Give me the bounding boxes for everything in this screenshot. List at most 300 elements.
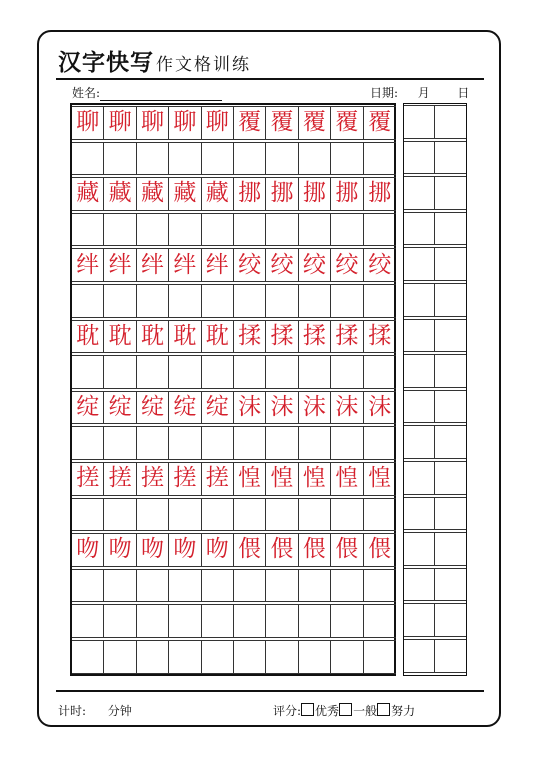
practice-character: 吻: [140, 536, 164, 563]
blank-cell[interactable]: [104, 426, 136, 460]
side-row: [404, 105, 466, 139]
blank-cell[interactable]: [234, 213, 266, 247]
blank-cell[interactable]: [299, 640, 331, 674]
score-checkbox-average[interactable]: [339, 703, 352, 716]
practice-character: 挪: [270, 180, 294, 207]
practice-cell: [266, 248, 298, 282]
practice-cell: [137, 462, 169, 496]
name-field[interactable]: [72, 84, 222, 101]
score-label: 评分:: [273, 704, 302, 718]
practice-character: 吻: [205, 536, 229, 563]
blank-cell[interactable]: [331, 213, 363, 247]
practice-character: 耽: [205, 322, 229, 349]
practice-cell: [331, 533, 363, 567]
blank-cell[interactable]: [137, 640, 169, 674]
practice-character: 偎: [302, 536, 326, 563]
side-practice-grid: [403, 103, 467, 676]
side-cell[interactable]: [435, 532, 466, 566]
practice-cell: [169, 462, 201, 496]
practice-character: 绽: [76, 394, 100, 421]
practice-character: 覆: [335, 109, 359, 136]
practice-character: 惶: [368, 465, 392, 492]
day-label: 日: [457, 86, 470, 100]
practice-cell: [331, 106, 363, 140]
blank-cell[interactable]: [266, 213, 298, 247]
blank-cell[interactable]: [104, 355, 136, 389]
practice-cell: [364, 533, 396, 567]
side-cell[interactable]: [404, 176, 435, 210]
blank-cell[interactable]: [72, 426, 104, 460]
writing-grid: [70, 103, 396, 676]
blank-cell[interactable]: [104, 569, 136, 603]
practice-character: 吻: [173, 536, 197, 563]
blank-cell[interactable]: [234, 142, 266, 176]
practice-character: 覆: [238, 109, 262, 136]
practice-cell: [137, 320, 169, 354]
blank-cell[interactable]: [331, 426, 363, 460]
practice-cell: [299, 462, 331, 496]
blank-cell[interactable]: [169, 604, 201, 638]
blank-row: [72, 426, 396, 460]
side-row: [404, 425, 466, 459]
side-cell[interactable]: [435, 568, 466, 602]
side-cell[interactable]: [435, 319, 466, 353]
practice-cell: [104, 462, 136, 496]
blank-cell[interactable]: [364, 142, 396, 176]
side-cell[interactable]: [435, 141, 466, 175]
practice-cell: [266, 320, 298, 354]
blank-cell[interactable]: [299, 604, 331, 638]
blank-cell[interactable]: [72, 284, 104, 318]
practice-character: 藏: [173, 180, 197, 207]
practice-cell: [137, 391, 169, 425]
practice-character: 挪: [302, 180, 326, 207]
side-row: [404, 603, 466, 637]
blank-cell[interactable]: [137, 213, 169, 247]
side-cell[interactable]: [404, 390, 435, 424]
blank-cell[interactable]: [364, 213, 396, 247]
side-row: [404, 497, 466, 531]
blank-cell[interactable]: [299, 569, 331, 603]
blank-cell[interactable]: [234, 640, 266, 674]
side-cell[interactable]: [404, 105, 435, 139]
score-field: [273, 702, 415, 719]
practice-cell: [137, 533, 169, 567]
blank-cell[interactable]: [331, 569, 363, 603]
practice-character: 聊: [173, 109, 197, 136]
blank-cell[interactable]: [234, 498, 266, 532]
practice-character: 惶: [238, 465, 262, 492]
practice-character: 偎: [270, 536, 294, 563]
blank-cell[interactable]: [299, 142, 331, 176]
blank-cell[interactable]: [266, 604, 298, 638]
blank-cell[interactable]: [299, 355, 331, 389]
practice-cell: [299, 177, 331, 211]
blank-cell[interactable]: [72, 640, 104, 674]
blank-row: [72, 498, 396, 532]
practice-character: 绞: [335, 251, 359, 278]
practice-cell: [266, 533, 298, 567]
side-row: [404, 212, 466, 246]
side-row: [404, 176, 466, 210]
blank-cell[interactable]: [104, 284, 136, 318]
blank-cell[interactable]: [169, 213, 201, 247]
practice-cell: [331, 177, 363, 211]
practice-cell: [331, 462, 363, 496]
practice-cell: [169, 320, 201, 354]
practice-character: 耽: [173, 322, 197, 349]
blank-cell[interactable]: [202, 284, 234, 318]
side-row: [404, 461, 466, 495]
practice-row: [72, 320, 396, 354]
practice-character: 沫: [335, 394, 359, 421]
practice-cell: [72, 391, 104, 425]
practice-character: 挪: [335, 180, 359, 207]
practice-cell: [364, 462, 396, 496]
blank-cell[interactable]: [266, 569, 298, 603]
blank-cell[interactable]: [202, 498, 234, 532]
practice-character: 惶: [270, 465, 294, 492]
month-label: 月: [417, 86, 430, 100]
practice-cell: [299, 248, 331, 282]
date-label: 日期:: [370, 86, 399, 100]
practice-character: 偎: [368, 536, 392, 563]
practice-character: 藏: [205, 180, 229, 207]
blank-cell[interactable]: [331, 284, 363, 318]
blank-cell[interactable]: [137, 284, 169, 318]
practice-character: 绽: [205, 394, 229, 421]
practice-character: 偎: [335, 536, 359, 563]
name-label: 姓名:: [72, 86, 101, 100]
practice-cell: [266, 106, 298, 140]
blank-cell[interactable]: [234, 604, 266, 638]
side-cell[interactable]: [435, 603, 466, 637]
practice-cell: [234, 106, 266, 140]
blank-cell[interactable]: [364, 498, 396, 532]
side-row: [404, 532, 466, 566]
practice-character: 绊: [108, 251, 132, 278]
blank-cell[interactable]: [364, 284, 396, 318]
blank-cell[interactable]: [169, 498, 201, 532]
side-cell[interactable]: [404, 461, 435, 495]
side-cell[interactable]: [435, 354, 466, 388]
blank-row: [72, 355, 396, 389]
practice-character: 沫: [270, 394, 294, 421]
practice-row: [72, 533, 396, 567]
blank-cell[interactable]: [202, 569, 234, 603]
practice-cell: [364, 320, 396, 354]
practice-cell: [331, 391, 363, 425]
blank-cell[interactable]: [331, 355, 363, 389]
blank-cell[interactable]: [72, 213, 104, 247]
blank-cell[interactable]: [266, 142, 298, 176]
practice-cell: [202, 533, 234, 567]
practice-character: 挪: [238, 180, 262, 207]
practice-character: 沫: [238, 394, 262, 421]
blank-cell[interactable]: [72, 604, 104, 638]
practice-cell: [72, 320, 104, 354]
side-cell[interactable]: [404, 603, 435, 637]
practice-character: 耽: [140, 322, 164, 349]
practice-character: 搓: [76, 465, 100, 492]
blank-cell[interactable]: [364, 355, 396, 389]
blank-cell[interactable]: [169, 284, 201, 318]
footer-divider: [56, 690, 484, 692]
practice-cell: [299, 320, 331, 354]
side-cell[interactable]: [404, 319, 435, 353]
side-row: [404, 283, 466, 317]
practice-cell: [299, 106, 331, 140]
practice-row: [72, 177, 396, 211]
practice-character: 聊: [140, 109, 164, 136]
side-cell[interactable]: [404, 497, 435, 531]
blank-cell[interactable]: [137, 355, 169, 389]
blank-cell[interactable]: [266, 284, 298, 318]
practice-cell: [169, 248, 201, 282]
blank-cell[interactable]: [169, 426, 201, 460]
blank-cell[interactable]: [104, 604, 136, 638]
side-row: [404, 319, 466, 353]
practice-cell: [72, 248, 104, 282]
side-cell[interactable]: [435, 176, 466, 210]
blank-row: [72, 604, 396, 638]
practice-character: 聊: [205, 109, 229, 136]
blank-cell[interactable]: [169, 569, 201, 603]
blank-cell[interactable]: [104, 640, 136, 674]
blank-row: [72, 569, 396, 603]
practice-cell: [364, 391, 396, 425]
practice-cell: [234, 462, 266, 496]
blank-cell[interactable]: [364, 640, 396, 674]
practice-cell: [104, 320, 136, 354]
blank-cell[interactable]: [331, 604, 363, 638]
date-field[interactable]: [370, 84, 469, 101]
side-row: [404, 639, 466, 673]
practice-cell: [364, 177, 396, 211]
practice-character: 揉: [368, 322, 392, 349]
practice-cell: [104, 533, 136, 567]
blank-cell[interactable]: [331, 640, 363, 674]
blank-cell[interactable]: [234, 569, 266, 603]
blank-cell[interactable]: [364, 569, 396, 603]
practice-character: 覆: [302, 109, 326, 136]
blank-cell[interactable]: [202, 604, 234, 638]
blank-cell[interactable]: [169, 355, 201, 389]
blank-cell[interactable]: [234, 355, 266, 389]
side-cell[interactable]: [435, 639, 466, 673]
blank-cell[interactable]: [202, 640, 234, 674]
blank-cell[interactable]: [137, 569, 169, 603]
practice-character: 揉: [238, 322, 262, 349]
side-cell[interactable]: [435, 425, 466, 459]
blank-cell[interactable]: [72, 355, 104, 389]
practice-character: 揉: [335, 322, 359, 349]
blank-cell[interactable]: [266, 426, 298, 460]
blank-cell[interactable]: [202, 355, 234, 389]
practice-character: 绞: [238, 251, 262, 278]
blank-cell[interactable]: [299, 213, 331, 247]
blank-cell[interactable]: [266, 640, 298, 674]
side-cell[interactable]: [404, 283, 435, 317]
blank-cell[interactable]: [299, 498, 331, 532]
side-cell[interactable]: [404, 568, 435, 602]
practice-character: 惶: [302, 465, 326, 492]
practice-character: 偎: [238, 536, 262, 563]
blank-cell[interactable]: [169, 142, 201, 176]
practice-character: 绊: [173, 251, 197, 278]
practice-character: 聊: [108, 109, 132, 136]
score-checkbox-excellent[interactable]: [301, 703, 314, 716]
title-divider: [56, 78, 484, 80]
practice-character: 绽: [108, 394, 132, 421]
practice-character: 绊: [76, 251, 100, 278]
side-row: [404, 390, 466, 424]
blank-cell[interactable]: [137, 426, 169, 460]
side-cell[interactable]: [404, 247, 435, 281]
practice-character: 搓: [173, 465, 197, 492]
score-checkbox-effort[interactable]: [377, 703, 390, 716]
blank-cell[interactable]: [331, 142, 363, 176]
practice-cell: [202, 320, 234, 354]
practice-cell: [234, 533, 266, 567]
side-cell[interactable]: [435, 105, 466, 139]
blank-cell[interactable]: [299, 426, 331, 460]
practice-cell: [331, 320, 363, 354]
practice-cell: [364, 106, 396, 140]
practice-cell: [202, 106, 234, 140]
practice-cell: [266, 177, 298, 211]
practice-character: 绞: [270, 251, 294, 278]
practice-row: [72, 391, 396, 425]
side-cell[interactable]: [404, 425, 435, 459]
timer-label: 计时:: [58, 704, 87, 718]
practice-cell: [137, 177, 169, 211]
blank-cell[interactable]: [202, 142, 234, 176]
practice-cell: [72, 533, 104, 567]
practice-cell: [169, 106, 201, 140]
practice-character: 搓: [108, 465, 132, 492]
practice-cell: [137, 106, 169, 140]
side-cell[interactable]: [404, 141, 435, 175]
blank-cell[interactable]: [202, 426, 234, 460]
practice-character: 挪: [368, 180, 392, 207]
practice-character: 吻: [76, 536, 100, 563]
blank-cell[interactable]: [299, 284, 331, 318]
practice-cell: [72, 462, 104, 496]
blank-cell[interactable]: [234, 284, 266, 318]
practice-cell: [234, 248, 266, 282]
side-cell[interactable]: [404, 354, 435, 388]
blank-cell[interactable]: [104, 498, 136, 532]
score-option-excellent: 优秀: [315, 704, 340, 718]
blank-cell[interactable]: [104, 142, 136, 176]
blank-row: [72, 213, 396, 247]
side-row: [404, 568, 466, 602]
practice-cell: [72, 106, 104, 140]
timer-field: [58, 702, 132, 719]
side-cell[interactable]: [435, 461, 466, 495]
practice-cell: [104, 106, 136, 140]
practice-cell: [234, 320, 266, 354]
practice-cell: [137, 248, 169, 282]
side-cell[interactable]: [435, 283, 466, 317]
practice-row: [72, 106, 396, 140]
side-cell[interactable]: [404, 532, 435, 566]
practice-character: 沫: [302, 394, 326, 421]
worksheet-title: [58, 44, 251, 77]
practice-cell: [202, 391, 234, 425]
practice-cell: [331, 248, 363, 282]
blank-cell[interactable]: [202, 213, 234, 247]
blank-cell[interactable]: [331, 498, 363, 532]
practice-cell: [104, 391, 136, 425]
score-option-effort: 努力: [391, 704, 416, 718]
practice-character: 藏: [76, 180, 100, 207]
practice-character: 绊: [205, 251, 229, 278]
practice-cell: [169, 177, 201, 211]
practice-cell: [299, 533, 331, 567]
practice-character: 揉: [302, 322, 326, 349]
practice-character: 藏: [140, 180, 164, 207]
subtitle: 作文格训练: [156, 55, 251, 75]
side-cell[interactable]: [404, 212, 435, 246]
blank-cell[interactable]: [234, 426, 266, 460]
brand-title: 汉字快写: [58, 50, 154, 76]
blank-row: [72, 284, 396, 318]
practice-character: 绞: [302, 251, 326, 278]
blank-cell[interactable]: [364, 426, 396, 460]
practice-cell: [104, 248, 136, 282]
blank-cell[interactable]: [72, 498, 104, 532]
practice-character: 耽: [76, 322, 100, 349]
side-cell[interactable]: [435, 247, 466, 281]
practice-cell: [72, 177, 104, 211]
practice-cell: [202, 248, 234, 282]
side-cell[interactable]: [435, 212, 466, 246]
practice-cell: [202, 177, 234, 211]
blank-cell[interactable]: [266, 498, 298, 532]
blank-cell[interactable]: [104, 213, 136, 247]
blank-cell[interactable]: [364, 604, 396, 638]
practice-character: 绊: [140, 251, 164, 278]
blank-cell[interactable]: [72, 142, 104, 176]
blank-cell[interactable]: [137, 498, 169, 532]
practice-character: 揉: [270, 322, 294, 349]
practice-row: [72, 462, 396, 496]
blank-cell[interactable]: [266, 355, 298, 389]
blank-cell[interactable]: [72, 569, 104, 603]
practice-character: 搓: [205, 465, 229, 492]
side-row: [404, 141, 466, 175]
practice-character: 绽: [173, 394, 197, 421]
score-option-average: 一般: [353, 704, 378, 718]
side-row: [404, 354, 466, 388]
practice-character: 吻: [108, 536, 132, 563]
practice-character: 耽: [108, 322, 132, 349]
blank-cell[interactable]: [137, 142, 169, 176]
practice-row: [72, 248, 396, 282]
side-cell[interactable]: [404, 639, 435, 673]
practice-cell: [169, 391, 201, 425]
practice-character: 覆: [270, 109, 294, 136]
side-cell[interactable]: [435, 497, 466, 531]
practice-character: 绽: [140, 394, 164, 421]
blank-cell[interactable]: [137, 604, 169, 638]
blank-cell[interactable]: [169, 640, 201, 674]
practice-character: 绞: [368, 251, 392, 278]
side-cell[interactable]: [435, 390, 466, 424]
practice-character: 沫: [368, 394, 392, 421]
